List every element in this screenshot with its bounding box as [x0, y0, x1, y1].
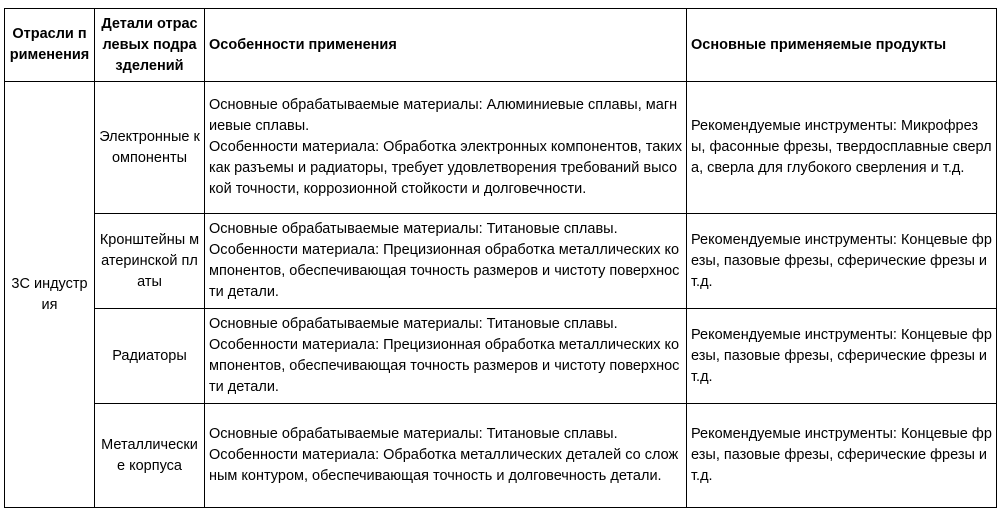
features-cell: [205, 404, 687, 508]
header-row: [5, 9, 997, 82]
table-row: [5, 404, 997, 508]
application-table: [4, 8, 997, 508]
products-cell: Рекомендуемые инструменты: Концевые фрезы, пазовые фрезы, сферические фрезы и т.д.: [687, 309, 997, 404]
header-products: Основные применяемые продукты: [687, 9, 997, 82]
features-text: Особенности материала: Прецизионная обработка металлических компонентов, обеспечивающая точность размеров и чистоту поверхности детали.: [209, 242, 680, 300]
header-parts: Детали отраслевых подразделений: [95, 9, 205, 82]
materials-text: Основные обрабатываемые материалы: Титановые сплавы.: [209, 221, 618, 237]
features-cell: [205, 214, 687, 309]
part-cell: Металлические корпуса: [95, 404, 205, 508]
features-text: Особенности материала: Обработка электронных компонентов, таких как разъемы и радиаторы, требует удовлетворения требований высокой точности, коррозионной стойкости и долговечности.: [209, 139, 682, 197]
materials-text: Основные обрабатываемые материалы: Алюминиевые сплавы, магниевые сплавы.: [209, 97, 678, 134]
products-cell: Рекомендуемые инструменты: Концевые фрезы, пазовые фрезы, сферические фрезы и т.д.: [687, 214, 997, 309]
materials-text: Основные обрабатываемые материалы: Титановые сплавы.: [209, 316, 618, 332]
products-cell: Рекомендуемые инструменты: Микрофрезы, фасонные фрезы, твердосплавные сверла, сверла для глубокого сверления и т.д.: [687, 82, 997, 214]
features-cell: [205, 309, 687, 404]
materials-text: Основные обрабатываемые материалы: Титановые сплавы.: [209, 426, 618, 442]
header-features: Особенности применения: [205, 9, 687, 82]
features-text: Особенности материала: Прецизионная обработка металлических компонентов, обеспечивающая точность размеров и чистоту поверхности детали.: [209, 337, 680, 395]
features-cell: [205, 82, 687, 214]
table-row: [5, 309, 997, 404]
part-cell: Радиаторы: [95, 309, 205, 404]
part-cell: Электронные компоненты: [95, 82, 205, 214]
table-row: [5, 82, 997, 214]
table-row: [5, 214, 997, 309]
products-cell: Рекомендуемые инструменты: Концевые фрезы, пазовые фрезы, сферические фрезы и т.д.: [687, 404, 997, 508]
part-cell: Кронштейны материнской платы: [95, 214, 205, 309]
header-industry: Отрасли применения: [5, 9, 95, 82]
features-text: Особенности материала: Обработка металлических деталей со сложным контуром, обеспечивающая точность и долговечность детали.: [209, 447, 679, 484]
industry-cell: 3С индустрия: [5, 82, 95, 508]
